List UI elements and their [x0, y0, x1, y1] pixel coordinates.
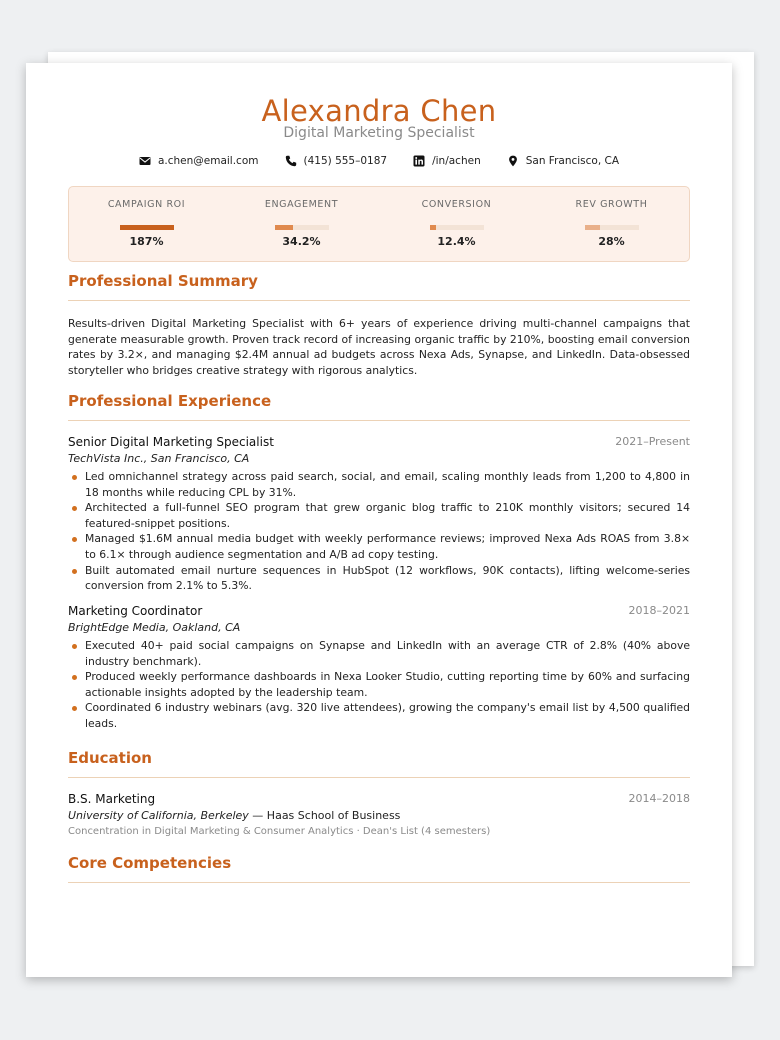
bullet-text: Coordinated 6 industry webinars (avg. 320 live attendees), growing the company's email list by 4,500 qualified leads. [85, 701, 690, 730]
bullet-text: Produced weekly performance dashboards in Nexa Looker Studio, cutting reporting time by 60% and surfacing actionable insights adopted by the leadership team. [85, 670, 690, 699]
job-entry-techvista [68, 435, 690, 594]
bullet-text: Executed 40+ paid social campaigns on Synapse and LinkedIn with an average CTR of 2.8% (40% above industry benchmark). [85, 639, 690, 668]
list-item [68, 700, 690, 731]
metric-bar-track [275, 225, 329, 230]
metric-rev-growth [534, 187, 689, 261]
metric-value: 187% [129, 235, 164, 248]
phone-icon [285, 155, 297, 167]
metric-value: 34.2% [282, 235, 321, 248]
bullet-dot-icon [72, 569, 77, 574]
job-company: BrightEdge Media, Oakland, CA [68, 621, 241, 634]
bullet-text: Architected a full-funnel SEO program that grew organic blog traffic to 210K monthly visitors; secured 14 featured-snippet positions. [85, 501, 690, 530]
metric-bar-fill [585, 225, 600, 230]
contact-email-text: a.chen@email.com [157, 155, 259, 167]
list-item [68, 638, 690, 669]
contact-location [507, 155, 619, 167]
metric-value: 12.4% [437, 235, 476, 248]
job-entry-brightedge [68, 604, 690, 732]
metrics-panel [68, 186, 690, 262]
list-item [68, 563, 690, 594]
section-divider [68, 882, 690, 883]
list-item [68, 500, 690, 531]
education-detail: Concentration in Digital Marketing & Consumer Analytics · Dean's List (4 semesters) [68, 826, 491, 837]
job-company: TechVista Inc., San Francisco, CA [68, 452, 250, 465]
degree: B.S. Marketing [68, 792, 156, 806]
job-dates: 2021–Present [615, 435, 690, 448]
metric-engagement [224, 187, 379, 261]
metric-conversion [379, 187, 534, 261]
education-dates: 2014–2018 [628, 792, 690, 805]
job-title: Marketing Coordinator [68, 604, 203, 618]
section-title-education: Education [68, 749, 152, 767]
metric-campaign-roi [69, 187, 224, 261]
metric-bar-fill [430, 225, 436, 230]
metric-label: ENGAGEMENT [264, 199, 339, 210]
education-entry [68, 792, 690, 839]
bullet-text: Managed $1.6M annual media budget with weekly performance reviews; improved Nexa Ads ROAS from 3.8× to 6.1× through audience segmentation and A/B ad copy testing. [85, 532, 690, 561]
contact-phone[interactable] [285, 155, 388, 167]
bullet-text: Built automated email nurture sequences in HubSpot (12 workflows, 90K contacts), lifting welcome-series conversion from 2.1% to 5.3%. [85, 563, 690, 593]
job-header [68, 435, 690, 451]
education-header [68, 792, 690, 808]
school-name: University of California, Berkeley [68, 809, 249, 822]
metric-bar-fill [275, 225, 293, 230]
summary-text: Results-driven Digital Marketing Specialist with 6+ years of experience driving multi-channel campaigns that generate measurable growth. Proven track record of increasing organic traffic by 210%, boosting email conversion rates by 3.2×, and managing $2.4M annual ad budgets across Nexa Ads, Synapse, and LinkedIn. Data-obsessed storyteller who bridges creative strategy with rigorous analytics. [68, 317, 690, 378]
linkedin-icon [413, 155, 425, 167]
contact-linkedin[interactable] [413, 155, 481, 167]
metric-label: CONVERSION [421, 199, 492, 210]
metric-bar-track [120, 225, 174, 230]
metric-label: CAMPAIGN ROI [107, 199, 186, 210]
bullet-dot-icon [72, 537, 77, 542]
bullet-dot-icon [72, 675, 77, 680]
map-pin-icon [507, 155, 519, 167]
job-bullets [68, 469, 690, 594]
metric-label: REV GROWTH [575, 199, 648, 210]
metric-bar-track [430, 225, 484, 230]
resume-page [26, 63, 732, 977]
list-item [68, 531, 690, 562]
job-dates: 2018–2021 [628, 604, 690, 617]
candidate-role: Digital Marketing Specialist [283, 125, 475, 141]
school-suffix: — Haas School of Business [248, 809, 401, 822]
section-title-experience: Professional Experience [68, 392, 272, 410]
envelope-icon [139, 155, 151, 167]
contact-linkedin-text: /in/achen [432, 155, 481, 167]
metric-bar-track [585, 225, 639, 230]
job-title: Senior Digital Marketing Specialist [68, 435, 274, 449]
section-divider [68, 300, 690, 301]
section-title-summary: Professional Summary [68, 272, 258, 290]
bullet-dot-icon [72, 644, 77, 649]
list-item [68, 469, 690, 500]
metric-value: 28% [598, 235, 625, 248]
school-line [68, 808, 690, 824]
section-title-competencies: Core Competencies [68, 854, 232, 872]
bullet-dot-icon [72, 706, 77, 711]
contact-email[interactable] [139, 155, 259, 167]
job-bullets [68, 638, 690, 732]
contact-phone-text: (415) 555–0187 [303, 155, 388, 167]
contact-bar [68, 155, 690, 167]
list-item [68, 669, 690, 700]
bullet-dot-icon [72, 506, 77, 511]
bullet-dot-icon [72, 475, 77, 480]
section-divider [68, 420, 690, 421]
section-divider [68, 777, 690, 778]
bullet-text: Led omnichannel strategy across paid search, social, and email, scaling monthly leads from 1,200 to 4,800 in 18 months while reducing CPL by 31%. [85, 470, 690, 499]
job-header [68, 604, 690, 620]
contact-location-text: San Francisco, CA [525, 155, 620, 167]
candidate-name: Alexandra Chen [261, 94, 497, 128]
metric-bar-fill [120, 225, 174, 230]
